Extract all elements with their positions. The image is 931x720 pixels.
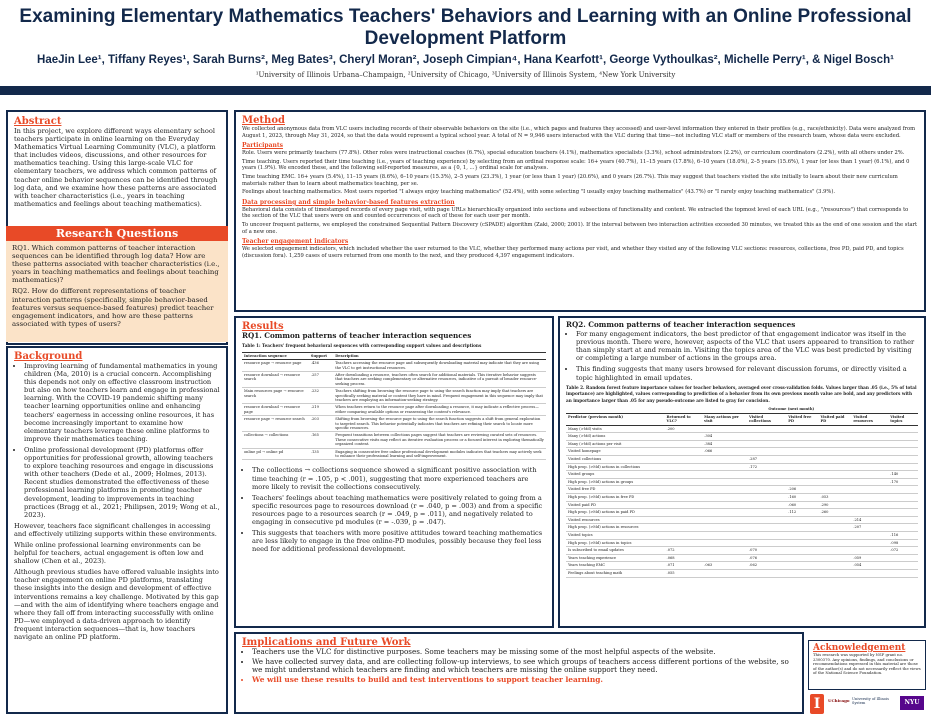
table1-cell: Teachers shifting from browsing the resource page to using the search function may imply that teachers are specifically seeking material or content they have in mind. Frequent engagement in this sequence may imply that teachers are employing an information-seeking strategy. xyxy=(333,388,546,404)
table2-cell: .060 xyxy=(786,501,818,509)
table2-cell xyxy=(818,554,851,562)
table2-cell xyxy=(818,547,851,555)
table2-cell: Many (>Md) actions xyxy=(566,433,665,441)
table2-cell xyxy=(665,463,703,471)
table-row xyxy=(566,569,918,577)
uofi-system-logo: University of Illinois System xyxy=(852,697,889,705)
table2-cell xyxy=(786,569,818,577)
participants-time-emc: Time teaching EMC. 16+ years (5.4%), 11–15 years (8.6%), 6–10 years (15.3%), 2–5 years (23.3%), 1 year (or less than 1 year) (20.6%), and 0 years (26.7%). This may suggest that teachers visited the site initially to learn about their new curriculum materials rather than to learn about mathematics teaching, per se. xyxy=(242,173,898,187)
table1-header-cell: Interaction sequence xyxy=(242,352,309,359)
background-panel xyxy=(6,346,228,714)
table2-cell xyxy=(702,569,747,577)
table2-cell xyxy=(888,440,918,448)
table-row xyxy=(566,547,918,555)
rq1-bullet: • The collections → collections sequence showed a significant positive association with time teaching (r = .105, p < .001), suggesting that more experienced teachers are more likely to revisit the collections consecutively. xyxy=(252,466,546,490)
table1-cell: .219 xyxy=(309,404,333,416)
table2-cell xyxy=(818,456,851,464)
table-row xyxy=(566,471,918,479)
table2-cell xyxy=(665,524,703,532)
research-questions-heading: Research Questions xyxy=(6,226,228,241)
table1-cell: Engaging in consecutive free online professional development modules indicates that teachers may actively seek to enhance their professional learning and self-improvement. xyxy=(333,448,546,460)
table2-cell xyxy=(702,486,747,494)
table2-cell xyxy=(851,501,888,509)
table2-cell xyxy=(851,539,888,547)
background-heading: Background xyxy=(14,351,83,362)
table2-cell xyxy=(888,494,918,502)
table-row xyxy=(566,524,918,532)
table2-cell: High prop. (>Md) actions in collections xyxy=(566,463,665,471)
table2-header-cell: Returned to VLC? xyxy=(665,413,703,425)
features-heading: Data processing and simple behavior-based features extraction xyxy=(242,198,455,206)
table2-header-cell: Visited free PD xyxy=(786,413,818,425)
table1-cell: .165 xyxy=(309,432,333,448)
table2-cell xyxy=(786,456,818,464)
table2-cell xyxy=(747,501,786,509)
table2-cell xyxy=(665,531,703,539)
table2-cell xyxy=(888,486,918,494)
table2-cell: .112 xyxy=(786,509,818,517)
table2-cell: Feelings about teaching math xyxy=(566,569,665,577)
table2-cell xyxy=(851,440,888,448)
table2-cell xyxy=(665,509,703,517)
implications-heading: Implications and Future Work xyxy=(242,637,411,648)
table2-cell: .062 xyxy=(747,562,786,570)
table2-cell: Visited free PD xyxy=(566,486,665,494)
table-row xyxy=(242,404,546,416)
table2-cell xyxy=(702,494,747,502)
table2-cell xyxy=(888,433,918,441)
table2-cell xyxy=(702,471,747,479)
table2-cell xyxy=(851,478,888,486)
table2-cell xyxy=(786,524,818,532)
table2-header-cell: Visited topics xyxy=(888,413,918,425)
uchicago-logo: UChicago xyxy=(828,698,850,703)
table2-cell xyxy=(747,494,786,502)
table2-cell xyxy=(888,562,918,570)
table1-cell: When teachers return to the resource page after downloading a resource, it may indicate a reflective process—either comparing available options or reassessing the content's relevance. xyxy=(333,404,546,416)
table2-cell xyxy=(702,425,747,433)
table2-cell xyxy=(851,509,888,517)
table2-cell xyxy=(888,456,918,464)
features-text: To uncover frequent patterns, we employed the constrained Sequential Pattern Discovery (cSPADE) algorithm (Zaki, 2000; 2001). If the interval between two interaction activities exceeded 30 minutes, we treated this as the end of one session and the start of a new one. xyxy=(242,221,918,235)
table1-cell: Teachers accessing the resource page and subsequently downloading material may indicate that they are using the VLC to get instructional resources. xyxy=(333,360,546,372)
table1-cell: collections → collections xyxy=(242,432,309,448)
table-row xyxy=(242,371,546,387)
table2-cell: High prop. (>Md) actions in topics xyxy=(566,539,665,547)
participants-time-teaching: Time teaching. Users reported their time teaching (i.e., years of teaching experience) by selecting from an ordinal response scale: 16+ years (40.7%), 11–15 years (17.8%), 6–10 years (18.0%), 2–5 years (15.6%), 1 year (or less than 1 year) (6.1%), and 0 years (1.9%). We encoded these, and the following self-reported measures, as a {0, 1, ...} ordinal scale for analyses. xyxy=(242,158,910,172)
table2-cell xyxy=(851,456,888,464)
table1-cell: resource page → resource page xyxy=(242,360,309,372)
table2-cell xyxy=(818,486,851,494)
table2-cell xyxy=(818,562,851,570)
table1-cell: .203 xyxy=(309,416,333,432)
table1-cell: online pd → online pd xyxy=(242,448,309,460)
table1-cell: Shifting from browsing the resource page to using the search function suggests a shift from general exploration to targeted search. This behavior potentially indicates that teachers are refining their search to locate more specific resources. xyxy=(333,416,546,432)
table2-cell: .260 xyxy=(818,509,851,517)
table2-group-header: Outcome (next month) xyxy=(665,406,918,413)
table1-cell: resource page → resource search xyxy=(242,416,309,432)
table1-cell: resource download → resource page xyxy=(242,404,309,416)
rq1-results-heading: RQ1. Common patterns of teacher interaction sequences xyxy=(242,331,472,340)
table-row xyxy=(566,501,918,509)
table2-cell: High prop. (>Md) actions in paid PD xyxy=(566,509,665,517)
table2-cell xyxy=(747,471,786,479)
table-row xyxy=(566,509,918,517)
table2-cell xyxy=(786,539,818,547)
table2-cell xyxy=(818,448,851,456)
table2-header-cell: Visited paid PD xyxy=(818,413,851,425)
table2-cell xyxy=(786,471,818,479)
table1-cell: Frequent transitions between collections pages suggest that teachers are reviewing curated sets of resources. These consecutive visits may reflect an iterative evaluation process or a focused interest in exploring thematically organized content. xyxy=(333,432,546,448)
poster-title: Examining Elementary Mathematics Teachers' Behaviors and Learning with an Online Professional Development Platform xyxy=(19,6,912,49)
table2-cell: Visited resources xyxy=(566,516,665,524)
table2-cell: .072 xyxy=(888,547,918,555)
research-questions-panel xyxy=(6,226,228,342)
rq1-bullet: • This suggests that teachers with more positive attitudes toward teaching mathematics are less likely to engage in the free online-PD modules, possibly because they feel less need for additional professional development. xyxy=(252,529,546,553)
table1-cell: .135 xyxy=(309,448,333,460)
rq2-bullets xyxy=(566,330,918,382)
rq2-panel xyxy=(558,316,926,628)
table2-cell xyxy=(888,516,918,524)
table-row xyxy=(242,416,546,432)
table2-cell: High prop. (>Md) actions in groups xyxy=(566,478,665,486)
table2-cell xyxy=(818,516,851,524)
rq1-bullets xyxy=(242,466,546,553)
table2-cell xyxy=(786,463,818,471)
table-row xyxy=(566,494,918,502)
table2-cell xyxy=(851,425,888,433)
results-heading: Results xyxy=(242,321,284,332)
table2-cell: .206 xyxy=(786,486,818,494)
table2-cell xyxy=(786,516,818,524)
rq2-bullet: • This finding suggests that many users browsed for relevant discussion forums, or directly visited a topic highlighted in email updates. xyxy=(576,365,918,381)
table2-cell xyxy=(786,425,818,433)
implications-bullets xyxy=(242,648,796,684)
table2-cell xyxy=(665,433,703,441)
table2-cell xyxy=(702,456,747,464)
table2-cell: .059 xyxy=(851,554,888,562)
acknowledgement-text: This research was supported by NSF grant no. 2300370. Any opinions, findings, and conclusions or recommendations expressed in this material are those of the author(s) and do not necessarily reflect the views of the National Science Foundation. xyxy=(813,652,921,676)
table1-cell: Main resources page → resource search xyxy=(242,388,309,404)
method-panel xyxy=(234,110,926,312)
nyu-logo: NYU xyxy=(900,696,924,710)
table2-cell xyxy=(747,531,786,539)
implications-highlight: • We will use these results to build and test interventions to support teacher learning. xyxy=(252,676,796,685)
acknowledgement-heading: Acknowledgement xyxy=(813,643,906,653)
table1-cell: .257 xyxy=(309,371,333,387)
table2-cell: .290 xyxy=(818,501,851,509)
features-text: Behavioral data consists of timestamped records of every page visit, with page URLs hierarchically organized into sections and subsections of functionality and content. We extracted the topmost level of each URL (e.g., "/resources") that corresponds to the section of the VLC that users were on and counted occurrences of each of these for each user per month. xyxy=(242,206,909,220)
background-bullet: • Improving learning of fundamental mathematics in young children (Ma, 2010) is a crucial concern. Accomplishing this depends not only on effective classroom instruction but also on how teachers learn and engage in professional learning. With the COVID-19 pandemic shifting many teacher learning opportunities online and enhancing teachers' eagerness in accessing online resources, it has become increasingly important to examine how elementary teachers leverage these online platforms to improve their mathematics teaching. xyxy=(24,362,220,443)
author-list: HaeJin Lee¹, Tiffany Reyes¹, Sarah Burns², Meg Bates³, Cheryl Moran², Joseph Cimpian⁴, Hana Kearfott¹, George Vythoulkas², Michelle Perry¹, & Nigel Bosch¹ xyxy=(37,54,894,66)
table2-cell: .140 xyxy=(888,471,918,479)
results-panel xyxy=(234,316,554,628)
table1-cell: After downloading a resource, teachers often search for additional materials. This iterative behavior suggests that teachers are seeking complementary or alternative resources, indicative of a pursuit of broader resource-seeking process. xyxy=(333,371,546,387)
table2-cell xyxy=(786,440,818,448)
table2-cell: Is subscribed to email updates xyxy=(566,547,665,555)
table2-cell xyxy=(818,425,851,433)
table2-cell: .055 xyxy=(665,569,703,577)
table2-cell xyxy=(702,539,747,547)
rq1-text: RQ1. Which common patterns of teacher interaction sequences can be identified through log data? How are these patterns associated with teacher characteristics (i.e., years in teaching mathematics and feelings about teaching mathematics)? xyxy=(12,244,220,285)
table2-cell xyxy=(665,440,703,448)
table2-cell xyxy=(702,501,747,509)
table2-cell: High prop. (>Md) actions in resources xyxy=(566,524,665,532)
table2-header-cell: Visited resources xyxy=(851,413,888,425)
table2-cell xyxy=(747,516,786,524)
table2-cell xyxy=(665,471,703,479)
table1-cell: .436 xyxy=(309,360,333,372)
table2-cell: .172 xyxy=(747,463,786,471)
table2-cell: .068 xyxy=(665,554,703,562)
table2-cell: .063 xyxy=(702,562,747,570)
table2-cell xyxy=(818,478,851,486)
table-row xyxy=(566,531,918,539)
table2-cell xyxy=(786,433,818,441)
table2-cell xyxy=(702,516,747,524)
table-row xyxy=(566,516,918,524)
table2-cell xyxy=(786,478,818,486)
table2-cell xyxy=(851,569,888,577)
table2-cell xyxy=(851,448,888,456)
table2-cell xyxy=(818,433,851,441)
background-para: While online professional learning environments can be helpful for teachers, actual engagement is often low and shallow (Chen et al., 2023). xyxy=(14,540,204,566)
table2-cell xyxy=(818,524,851,532)
table2-cell xyxy=(747,440,786,448)
table2-cell xyxy=(702,524,747,532)
table2-cell: .076 xyxy=(747,554,786,562)
table2-caption: Table 2. Random forest feature importance values for teacher behaviors, averaged over cross-validation folds. Values larger than .05 (i.e., 5% of total importance) are highlighted, values corresponding to prediction of a behavior from its own previous month value are bold, and any predictors with an importance larger than .05 for any pseudo-outcome are listed to gray for concision. xyxy=(566,384,917,403)
table2-cell xyxy=(818,471,851,479)
table1-cell: resource download → resource search xyxy=(242,371,309,387)
table2-cell: .098 xyxy=(888,539,918,547)
implications-panel xyxy=(234,632,804,714)
table-row xyxy=(566,539,918,547)
table2-cell: Years teaching experience xyxy=(566,554,665,562)
table-row xyxy=(566,448,918,456)
table2-cell xyxy=(747,433,786,441)
table2-cell: Visited collections xyxy=(566,456,665,464)
method-heading: Method xyxy=(242,115,285,126)
table2-cell xyxy=(665,494,703,502)
table2-cell xyxy=(747,569,786,577)
table-row xyxy=(566,478,918,486)
table2-cell xyxy=(851,494,888,502)
table2-header-cell: Visited collections xyxy=(747,413,786,425)
table2-cell xyxy=(747,478,786,486)
table2-cell xyxy=(747,539,786,547)
rq2-heading: RQ2. Common patterns of teacher interaction sequences xyxy=(566,320,796,329)
participants-feelings: Feelings about teaching mathematics. Most users reported "I always enjoy teaching mathematics" (52.4%), with some selecting "I usually enjoy teaching mathematics" (43.7%) or "I rarely enjoy teaching mathematics" (3.9%). xyxy=(242,189,836,196)
table2-cell xyxy=(747,486,786,494)
table2-cell xyxy=(888,524,918,532)
table2-cell xyxy=(747,524,786,532)
table2-cell xyxy=(702,554,747,562)
engagement-text: We selected engagement indicators, which included whether the user returned to the VLC, whether they performed many actions per visit, and whether they visited any of the following VLC sections: resources, collections, free PD, paid PD, and topics (discussion fora). 1,259 cases of users returned from one month to the next, and they produced 4,397 engagement indicators. xyxy=(242,246,904,259)
table2-cell xyxy=(702,531,747,539)
table2-cell: .072 xyxy=(665,547,703,555)
table-row xyxy=(566,463,918,471)
table2-header-cell: Many actions per visit xyxy=(702,413,747,425)
table1-cell: .232 xyxy=(309,388,333,404)
affiliations: ¹University of Illinois Urbana–Champaign, ²University of Chicago, ³University of Illinois System, ⁴New York University xyxy=(255,71,676,79)
table2-cell xyxy=(851,486,888,494)
table2-cell xyxy=(851,471,888,479)
rq2-bullet: • For many engagement indicators, the best predictor of that engagement indicator was itself in the previous month. There were, however, aspects of the VLC that users appeared to transition to rather than simply start at and remain in. Visiting the topics area of the VLC was best predicted by visiting or completing a large number of actions in the groups area. xyxy=(576,330,918,362)
table2-header-cell: Predictor (previous month) xyxy=(566,413,665,425)
table1-header-cell: Support xyxy=(309,352,333,359)
background-bullets xyxy=(14,362,220,519)
table2-cell: .304 xyxy=(702,433,747,441)
rq2-text: RQ2. How do different representations of teacher interaction patterns (specifically, simple behavior-based features versus sequence-based features) predict teacher engagement indicators, and how are these patterns associated with types of users? xyxy=(12,287,214,328)
table2-cell xyxy=(888,463,918,471)
table2-cell xyxy=(702,509,747,517)
table2-cell xyxy=(818,531,851,539)
table2-cell: .160 xyxy=(786,494,818,502)
table2-cell: Many (>Md) actions per visit xyxy=(566,440,665,448)
rq1-bullet: • Teachers' feelings about teaching mathematics were positively related to going from a specific resources page to resources download (r = .040, p = .003) and from a specific resources page to a resources search (r = .049, p = .011), and negatively related to engaging in consecutive pd modules (r = -.039, p = .047). xyxy=(252,494,546,526)
table2-cell: .287 xyxy=(747,456,786,464)
table2-cell: .053 xyxy=(818,494,851,502)
table2-cell xyxy=(747,425,786,433)
table2-cell xyxy=(888,425,918,433)
table-row xyxy=(242,448,546,460)
table2-cell: .384 xyxy=(702,440,747,448)
table2-cell: Many (>Md) visits xyxy=(566,425,665,433)
table-row xyxy=(242,360,546,372)
table1-caption: Table 1: Teachers' frequent behavioral sequences with corresponding support values and descriptions xyxy=(242,343,482,349)
table2-cell: .116 xyxy=(888,531,918,539)
background-bullet: • Online professional development (PD) platforms offer opportunities for professional growth, allowing teachers to explore teaching resources and engage in discussions with other teachers (Dede et al., 2009; Holmes, 2013). Recent studies demonstrated the effectiveness of these professional learning platforms in promoting teacher development, leading to improvements in teaching practices (Bragg et al., 2021; Philipsen, 2019; Wong et al., 2023). xyxy=(24,446,220,519)
table2-cell: Visited paid PD xyxy=(566,501,665,509)
table2-cell xyxy=(665,539,703,547)
implications-bullet: • Teachers use the VLC for distinctive purposes. Some teachers may be missing some of the most helpful aspects of the website. xyxy=(252,648,796,657)
table2-cell xyxy=(786,448,818,456)
table2-cell xyxy=(665,448,703,456)
acknowledgement-panel xyxy=(808,640,926,690)
table1-header-cell: Description xyxy=(333,352,546,359)
table2-cell: High prop. (>Md) actions in free PD xyxy=(566,494,665,502)
table-row xyxy=(242,388,546,404)
table2-cell xyxy=(665,478,703,486)
table2-cell xyxy=(747,509,786,517)
table2-cell xyxy=(851,463,888,471)
table2-cell xyxy=(888,501,918,509)
table2-cell: .207 xyxy=(851,524,888,532)
table2-cell xyxy=(851,547,888,555)
table2-cell xyxy=(851,433,888,441)
table2-cell xyxy=(665,456,703,464)
table-row xyxy=(566,433,918,441)
table2-cell: .054 xyxy=(851,562,888,570)
table2-cell xyxy=(818,539,851,547)
table2 xyxy=(566,406,918,577)
table2-cell xyxy=(665,501,703,509)
table-row xyxy=(242,432,546,448)
table2-cell xyxy=(665,486,703,494)
table2-cell xyxy=(888,569,918,577)
method-intro: We collected anonymous data from VLC users including records of their observable behaviors on the site (i.e., which pages and features they accessed) and user-level information they entered in their profiles (e.g., race/ethnicity). Data were analyzed from August 1, 2023, through May 31, 2024, so that the data would represent a typical school year. A total of N = 9,946 users interacted with the VLC during that time—not including VLC staff or members of the research team, whose data were excluded. xyxy=(242,126,916,139)
table2-cell: .066 xyxy=(702,448,747,456)
table-row xyxy=(566,562,918,570)
table-row xyxy=(566,425,918,433)
table-row xyxy=(566,486,918,494)
table2-cell xyxy=(818,569,851,577)
engagement-heading: Teacher engagement indicators xyxy=(242,238,349,246)
table2-cell: .200 xyxy=(665,425,703,433)
table2-cell xyxy=(888,554,918,562)
header-divider xyxy=(0,86,931,95)
participants-role: Role. Users were primarily teachers (77.8%). Other roles were instructional coaches (6.7%), special education teachers (4.1%), mathematics specialists (3.3%), school administrators (2.2%), or curriculum coordinators (2.2%), with all others under 2%. xyxy=(242,150,905,157)
table2-cell: .214 xyxy=(851,516,888,524)
table-row xyxy=(566,456,918,464)
table2-cell: Visited topics xyxy=(566,531,665,539)
table2-cell xyxy=(786,547,818,555)
table2-cell xyxy=(818,463,851,471)
table2-cell xyxy=(888,509,918,517)
illinois-logo: I xyxy=(810,694,824,714)
table2-cell: .071 xyxy=(665,562,703,570)
table2-cell xyxy=(702,478,747,486)
table2-cell xyxy=(747,448,786,456)
table2-cell: Visited groups xyxy=(566,471,665,479)
table-row xyxy=(566,554,918,562)
table2-cell xyxy=(851,531,888,539)
abstract-text: In this project, we explore different ways elementary school teachers participate in online learning on the Everyday Mathematics Virtual Learning Community (VLC), a platform that includes videos, discussions, and other resources for mathematics teaching. Using this large-scale VLC for elementary teachers, we address which common patterns of teacher online behavior sequences can be identified through log data, and we examine how these patterns are associated with teacher characteristics (i.e., years in teaching mathematics and feelings about teaching mathematics). xyxy=(14,127,218,208)
abstract-heading: Abstract xyxy=(14,116,62,127)
background-para: Although previous studies have offered valuable insights into teacher engagement on online PD platforms, translating these insights into the design and development of effective interventions remains a key challenge. Motivated by this gap—and with the aim of identifying where teachers engage and where they fall off from interacting successfully with online PD—we employed a data-driven approach to identify frequent interaction sequences—that is, how teachers navigate an online PD platform. xyxy=(14,568,219,641)
table2-cell: Years teaching EMC xyxy=(566,562,665,570)
table2-cell xyxy=(786,562,818,570)
table2-cell xyxy=(702,547,747,555)
table-row xyxy=(566,440,918,448)
implications-bullet: • We have collected survey data, and are collecting follow-up interviews, to see which groups of teachers access different portions of the website, so we might understand which teachers are finding and which teachers are missing the online support they need. xyxy=(252,658,796,675)
table2-cell: .170 xyxy=(888,478,918,486)
table2-cell xyxy=(786,554,818,562)
table2-cell xyxy=(818,440,851,448)
table1 xyxy=(242,352,546,461)
table2-cell: Visited homepage xyxy=(566,448,665,456)
table2-cell xyxy=(665,516,703,524)
table2-cell xyxy=(702,463,747,471)
participants-heading: Participants xyxy=(242,142,283,150)
background-para: However, teachers face significant challenges in accessing and effectively utilizing supports within these environments. xyxy=(14,521,217,538)
table2-cell xyxy=(888,448,918,456)
table2-cell xyxy=(786,531,818,539)
table2-cell: .070 xyxy=(747,547,786,555)
